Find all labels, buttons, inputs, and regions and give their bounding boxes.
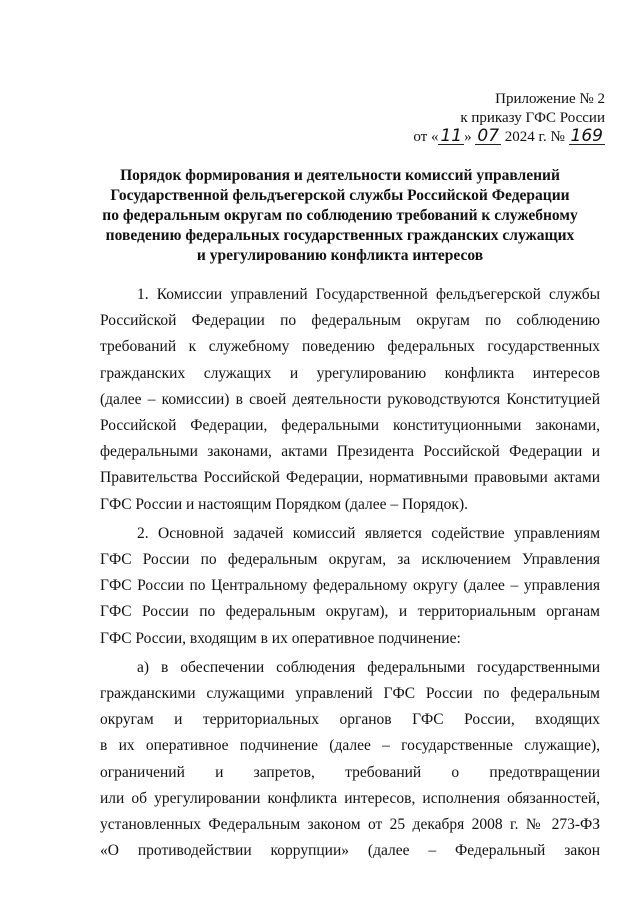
- text-line: федеральными законами, актами Президента Российской Федерации и: [100, 443, 600, 461]
- text-line: установленных Федеральным законом от 25 декабря 2008 г. № 273-ФЗ: [100, 816, 600, 834]
- title-line: Порядок формирования и деятельности комиссий управлений: [120, 167, 560, 184]
- paragraph-1: [100, 282, 600, 518]
- text-line: Российской Федерации, федеральными конституционными законами,: [100, 417, 600, 435]
- text-line: Российской Федерации по федеральным округам по соблюдению: [100, 312, 600, 330]
- text-line: в их оперативное подчинение (далее – государственные служащие),: [100, 737, 600, 755]
- paragraph-2: [100, 521, 600, 652]
- date-prefix: от «: [413, 129, 439, 145]
- text-line: 2. Основной задачей комиссий является содействие управлениям: [137, 524, 600, 542]
- title-line: и урегулированию конфликта интересов: [196, 247, 484, 264]
- document-title: [60, 166, 620, 266]
- text-line: гражданских служащих и урегулированию конфликта интересов: [100, 364, 600, 382]
- text-line: 1. Комиссии управлений Государственной фельдъегерской службы: [137, 286, 600, 303]
- text-line: гражданскими служащими управлений ГФС России по федеральным: [100, 685, 600, 703]
- title-line: поведению федеральных государственных гражданских служащих: [105, 227, 575, 244]
- date-mid: »: [464, 129, 476, 145]
- document-body: [100, 282, 600, 864]
- handwritten-day: 11: [440, 126, 463, 146]
- title-line: Государственной фельдъегерской службы Российской Федерации: [110, 187, 570, 204]
- paragraph-2a: [100, 655, 600, 865]
- handwritten-month: 07: [477, 126, 500, 146]
- text-line: «О противодействии коррупции» (далее – Федеральный закон: [100, 842, 600, 860]
- text-line: Правительства Российской Федерации, нормативными правовыми актами: [100, 469, 600, 487]
- text-line: (далее – комиссии) в своей деятельности руководствуются Конституцией: [100, 390, 600, 408]
- text-line: или об урегулировании конфликта интересов, исполнения обязанностей,: [100, 789, 600, 807]
- handwritten-number: 169: [570, 126, 603, 146]
- text-line: ограничений и запретов, требований о предотвращении: [100, 763, 600, 781]
- text-line: округам и территориальных органов ГФС России, входящих: [100, 711, 600, 729]
- appendix-header: [390, 90, 605, 147]
- text-line: ГФС России по федеральным округам, за исключением Управления: [100, 551, 600, 569]
- text-line: а) в обеспечении соблюдения федеральными государственными: [137, 658, 600, 676]
- appendix-order-ref: к приказу ГФС России: [460, 110, 605, 126]
- appendix-label: Приложение № 2: [495, 91, 605, 107]
- appendix-date-line: [390, 128, 605, 147]
- text-line: требований к служебному поведению федеральных государственных: [100, 338, 600, 356]
- text-line: ГФС России по Центральному федеральному округу (далее – управления: [100, 577, 600, 595]
- text-line: ГФС России по федеральным округам), и территориальным органам: [100, 603, 600, 621]
- text-line: ГФС России, входящим в их оперативное подчинение:: [100, 629, 461, 647]
- text-line: ГФС России и настоящим Порядком (далее – Порядок).: [100, 495, 468, 513]
- title-line: по федеральным округам по соблюдению требований к служебному: [102, 207, 578, 224]
- date-year: 2024 г. №: [501, 129, 569, 145]
